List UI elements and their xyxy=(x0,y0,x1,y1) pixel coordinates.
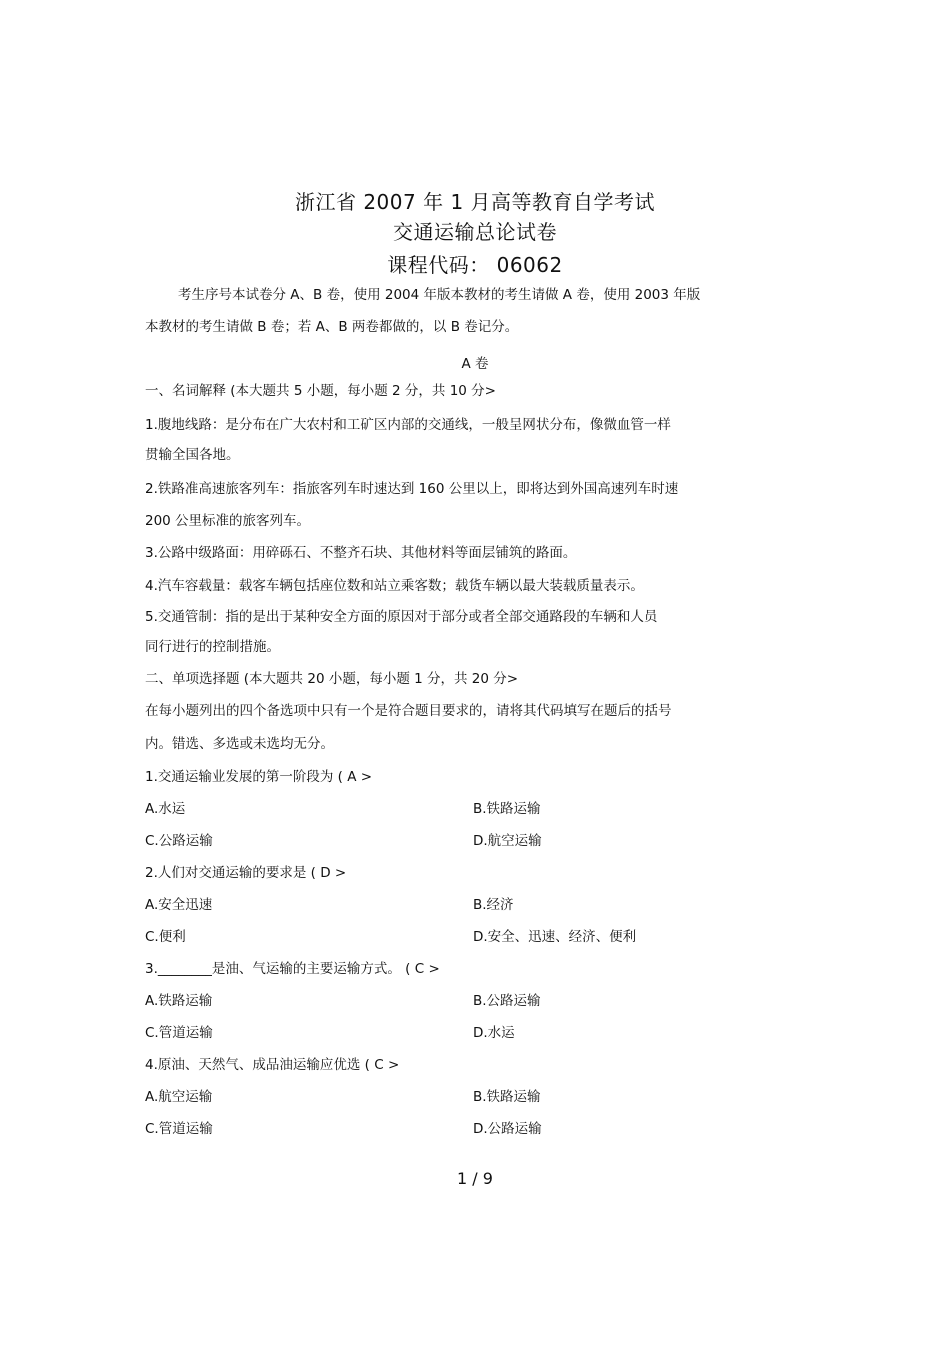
question-2-option-b: B.经济 xyxy=(473,897,514,913)
intro-line-1: 考生序号本试卷分 A、B 卷，使用 2004 年版本教材的考生请做 A 卷，使用 2003 年版 xyxy=(178,287,701,303)
question-1-option-a: A.水运 xyxy=(145,801,186,817)
question-4-stem: 4.原油、天然气、成品油运输应优选 ( C > xyxy=(145,1057,400,1073)
question-1-option-c: C.公路运输 xyxy=(145,833,213,849)
term-2-line-1: 2.铁路准高速旅客列车：指旅客列车时速达到 160 公里以上，即将达到外国高速列车时速 xyxy=(145,481,679,497)
question-4-option-c: C.管道运输 xyxy=(145,1121,213,1137)
term-5-line-1: 5.交通管制：指的是出于某种安全方面的原因对于部分或者全部交通路段的车辆和人员 xyxy=(145,609,658,625)
question-2-option-c: C.便利 xyxy=(145,929,186,945)
part2-instruction-2: 内。错选、多选或未选均无分。 xyxy=(145,736,334,752)
question-1-option-d: D.航空运输 xyxy=(473,833,542,849)
question-2-stem: 2.人们对交通运输的要求是 ( D > xyxy=(145,865,347,881)
exam-title: 浙江省 2007 年 1 月高等教育自学考试 xyxy=(294,190,656,214)
question-1-stem: 1.交通运输业发展的第一阶段为 ( A > xyxy=(145,769,373,785)
question-3-option-a: A.铁路运输 xyxy=(145,993,213,1009)
term-5-line-2: 同行进行的控制措施。 xyxy=(145,639,280,655)
term-1-line-1: 1.腹地线路：是分布在广大农村和工矿区内部的交通线，一般呈网状分布，像微血管一样 xyxy=(145,417,671,433)
question-4-option-b: B.铁路运输 xyxy=(473,1089,541,1105)
intro-line-2: 本教材的考生请做 B 卷；若 A、B 两卷都做的，以 B 卷记分。 xyxy=(145,319,519,335)
question-3-stem: 3.________是油、气运输的主要运输方式。 ( C > xyxy=(145,961,440,977)
page-number: 1 / 9 xyxy=(457,1169,493,1188)
question-2-option-d: D.安全、迅速、经济、便利 xyxy=(473,929,637,945)
part2-heading: 二、单项选择题 (本大题共 20 小题，每小题 1 分，共 20 分> xyxy=(145,671,519,687)
question-2-option-a: A.安全迅速 xyxy=(145,897,213,913)
course-code: 课程代码： 06062 xyxy=(387,253,563,277)
term-4: 4.汽车容载量：载客车辆包括座位数和站立乘客数；载货车辆以最大装载质量表示。 xyxy=(145,578,644,594)
exam-subject: 交通运输总论试卷 xyxy=(393,220,557,244)
part1-heading: 一、名词解释 (本大题共 5 小题，每小题 2 分，共 10 分> xyxy=(145,383,496,399)
question-3-option-d: D.水运 xyxy=(473,1025,515,1041)
part2-instruction-1: 在每小题列出的四个备选项中只有一个是符合题目要求的，请将其代码填写在题后的括号 xyxy=(145,703,672,719)
term-2-line-2: 200 公里标准的旅客列车。 xyxy=(145,513,311,529)
section-a-heading: A 卷 xyxy=(461,356,489,372)
term-1-line-2: 贯输全国各地。 xyxy=(145,447,240,463)
question-3-option-b: B.公路运输 xyxy=(473,993,541,1009)
question-1-option-b: B.铁路运输 xyxy=(473,801,541,817)
question-3-option-c: C.管道运输 xyxy=(145,1025,213,1041)
question-4-option-a: A.航空运输 xyxy=(145,1089,213,1105)
question-4-option-d: D.公路运输 xyxy=(473,1121,542,1137)
term-3: 3.公路中级路面：用碎砾石、不整齐石块、其他材料等面层铺筑的路面。 xyxy=(145,545,577,561)
